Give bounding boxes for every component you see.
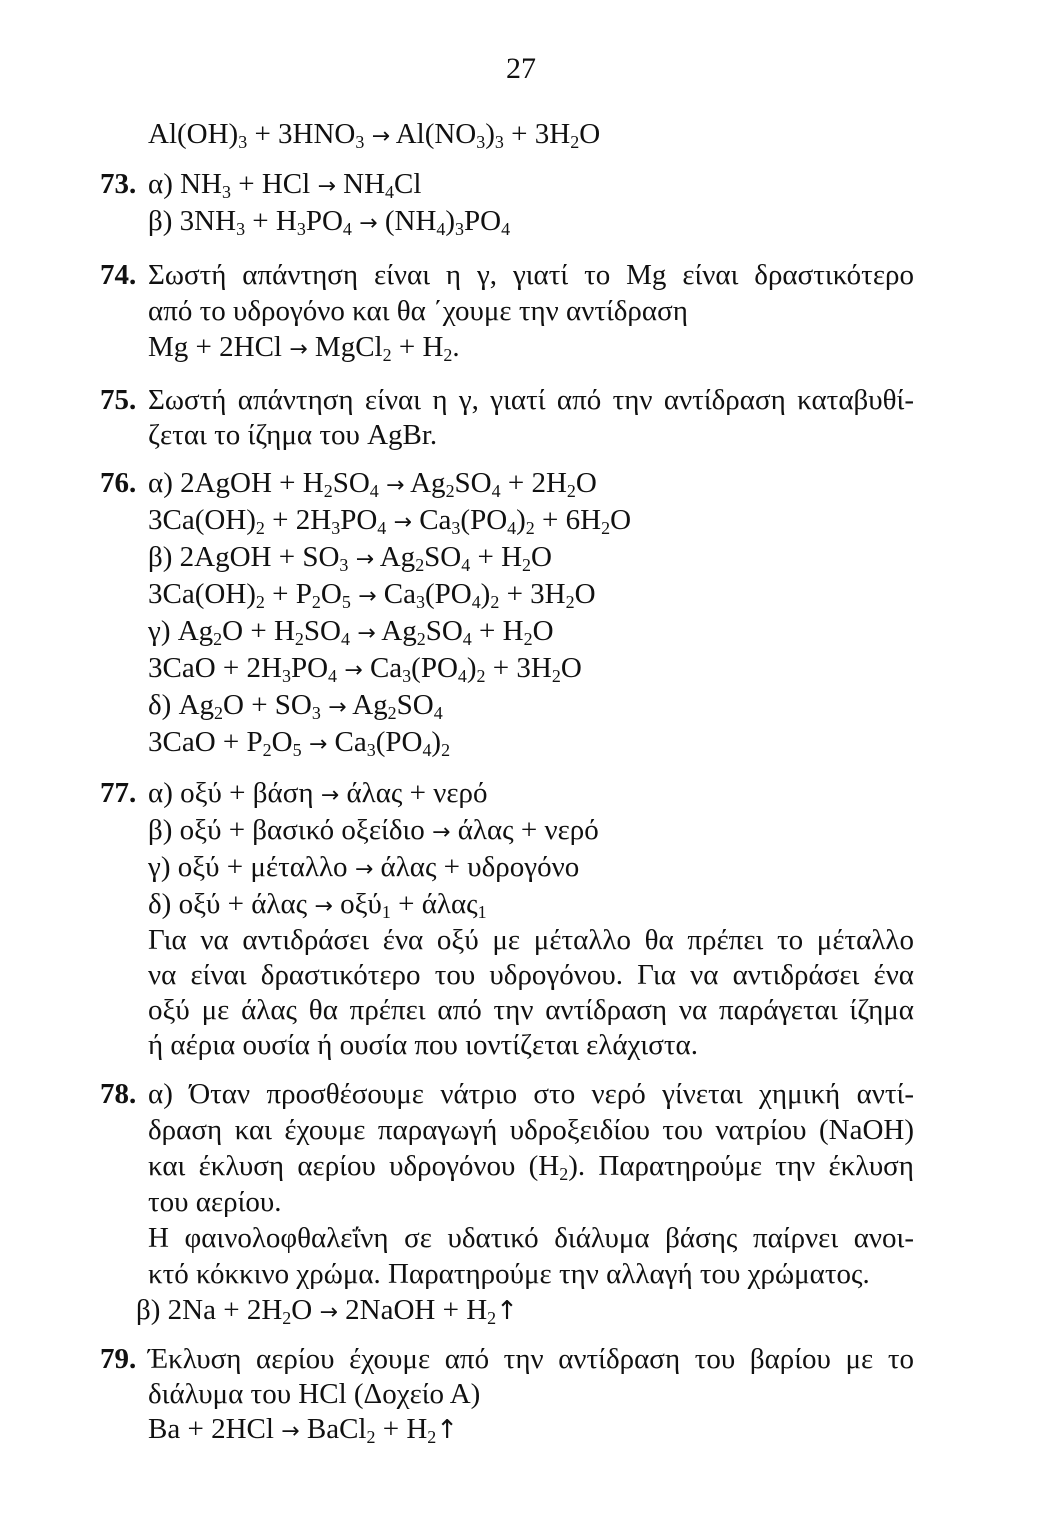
text-line: διάλυμα του HCl (Δοχείο Α)	[148, 1378, 481, 1410]
text-line: Έκλυση αερίου έχουμε από την αντίδραση του βαρίου με το	[148, 1343, 914, 1375]
text-line: α) Όταν προσθέσουμε νάτριο στο νερό γίνεται χημική αντί-	[148, 1078, 914, 1110]
equation-line: $3CaO + P_2O_5 \to Ca_3(PO_4)_2$	[148, 726, 451, 761]
equation-line: α) $NH_3$ + HCl → $NH_4Cl$	[148, 168, 422, 203]
text-line: οξύ με άλας θα πρέπει από την αντίδραση να παράγεται ίζημα	[148, 994, 914, 1026]
item-number-79: 79.	[100, 1343, 137, 1375]
equation-line: γ) $Ag_2O + H_2SO_4 \to Ag_2SO_4 + H_2O$	[148, 615, 554, 650]
text-line: κτό κόκκινο χρώμα. Παρατηρούμε την αλλαγή του χρώματος.	[148, 1258, 870, 1290]
equation-line: δ) οξύ + άλας → οξύ$_1$ + άλας$_1$	[148, 888, 487, 923]
equation-line: β) οξύ + βασικό οξείδιο → άλας + νερό	[148, 814, 599, 846]
equation-line: Mg + 2HCl → MgCl$_2$ + $H_2$.	[148, 331, 460, 366]
equation-line: $3Ca(OH)_2 + 2H_3PO_4 \to Ca_3(PO_4)_2 + 6H_2O$	[148, 504, 632, 539]
equation-line: α) 2AgOH + $H_2SO_4 \to Ag_2SO_4 + 2H_2O$	[148, 467, 597, 502]
equation-line: α) οξύ + βάση → άλας + νερό	[148, 777, 488, 809]
text-line: Σωστή απάντηση είναι η γ, γιατί από την αντίδραση καταβυθί-	[148, 384, 914, 416]
text-line: δραση και έχουμε παραγωγή υδροξειδίου του νατρίου (NaOH)	[148, 1114, 914, 1146]
item-number-76: 76.	[100, 467, 137, 499]
text-line: ή αέρια ουσία ή ουσία που ιοντίζεται ελάχιστα.	[148, 1029, 698, 1061]
equation-line: β) $2Na + 2H_2O$ → 2NaOH + $H_2↑$	[136, 1294, 518, 1329]
item-number-73: 73.	[100, 168, 137, 200]
text-line: ζεται το ίζημα του AgBr.	[148, 419, 438, 451]
text-line: Η φαινολοφθαλεΐνη σε υδατικό διάλυμα βάσης παίρνει ανοι-	[148, 1222, 914, 1254]
text-line: Για να αντιδράσει ένα οξύ με μέταλλο θα πρέπει το μέταλλο	[148, 924, 914, 956]
item-number-78: 78.	[100, 1078, 137, 1110]
equation-line: γ) οξύ + μέταλλο → άλας + υδρογόνο	[148, 851, 580, 883]
equation-line: $Al(OH)_3 + 3HNO_3 \to Al(NO_3)_3 + 3H_2O$	[148, 118, 601, 153]
item-number-75: 75.	[100, 384, 137, 416]
equation-line: β) $3NH_3 + H_3PO_4 \to (NH_4)_3PO_4$	[148, 205, 511, 240]
item-number-74: 74.	[100, 259, 137, 291]
equation-line: β) 2AgOH + $SO_3 \to Ag_2SO_4 + H_2O$	[148, 541, 552, 576]
page-number: 27	[506, 52, 536, 85]
equation-line: δ) $Ag_2O + SO_3 \to Ag_2SO_4$	[148, 689, 443, 724]
text-line: Σωστή απάντηση είναι η γ, γιατί το Mg είναι δραστικότερο	[148, 259, 914, 291]
text-line: και έκλυση αερίου υδρογόνου $(H_2)$. Παρατηρούμε την έκλυση	[148, 1150, 914, 1185]
text-line: από το υδρογόνο και θα ΄χουμε την αντίδραση	[148, 295, 688, 327]
equation-line: $3CaO + 2H_3PO_4 \to Ca_3(PO_4)_2 + 3H_2O$	[148, 652, 582, 687]
equation-line: Ba + 2HCl → BaCl$_2$ + $H_2↑$	[148, 1413, 459, 1448]
item-number-77: 77.	[100, 777, 137, 809]
equation-line: $3Ca(OH)_2 + P_2O_5 \to Ca_3(PO_4)_2 + 3H_2O$	[148, 578, 596, 613]
text-line: να είναι δραστικότερο του υδρογόνου. Για να αντιδράσει ένα	[148, 959, 914, 991]
text-line: του αερίου.	[148, 1186, 282, 1218]
